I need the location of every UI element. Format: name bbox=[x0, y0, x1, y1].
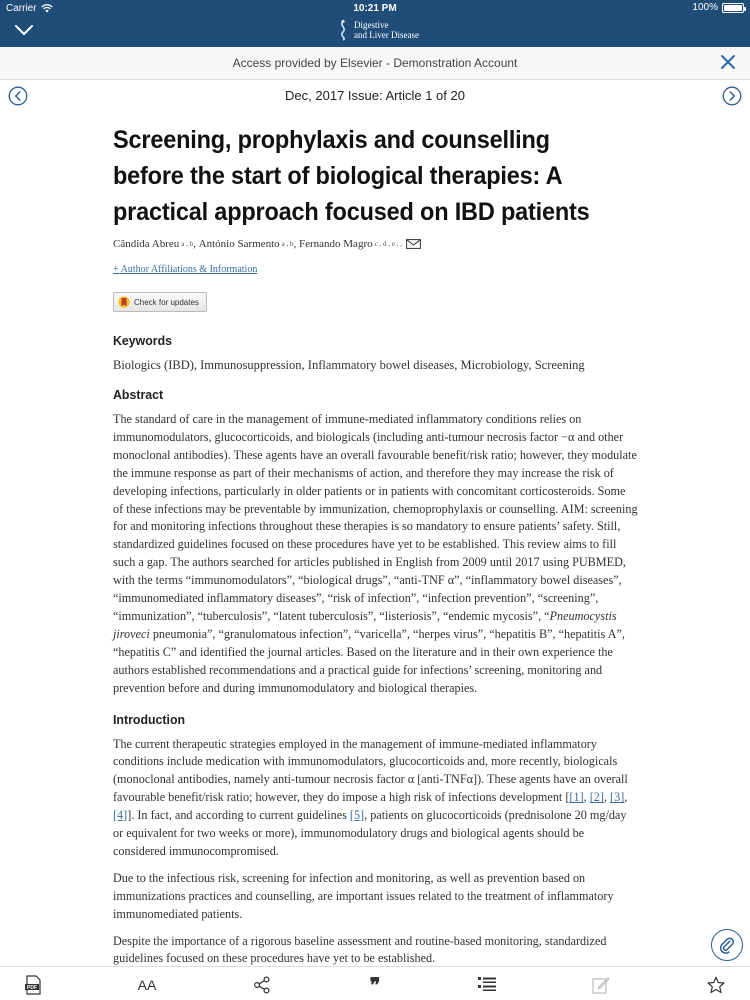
check-updates-icon bbox=[118, 296, 130, 308]
abstract-italic-term: Pneumocystis jiroveci bbox=[113, 608, 617, 641]
top-bar bbox=[0, 0, 750, 47]
battery-icon bbox=[722, 3, 744, 13]
check-updates-label: Check for updates bbox=[134, 297, 199, 307]
bottom-toolbar bbox=[0, 966, 750, 1000]
journal-name-line2: and Liver Disease bbox=[354, 30, 419, 40]
introduction-paragraph: The current therapeutic strategies employed in the management of immune-mediated inflammatory conditions include medication with immunomodulators, glucocorticoids and, more recently, biologicals (monoclonal antibodies, namely anti-tumour necrosis factor α [anti-TNFα]). These agents have an overall favourable benefit/risk ratio; however, they do impose a high risk of infections development [[1], [2], [3], [4]]. In fact, and according to current guidelines [5], patients on glucocorticoids (prednisolone 20 mg/day or equivalent for two weeks or more), immunomodulatory drugs and biological agents should be considered immunocompromised. bbox=[113, 736, 628, 858]
outline-button[interactable] bbox=[476, 975, 498, 995]
intro-text-part: ]. In fact, and according to current guidelines bbox=[127, 808, 350, 823]
issue-label: Dec, 2017 Issue: Article 1 of 20 bbox=[285, 88, 465, 103]
issue-navigation bbox=[0, 80, 750, 112]
next-article-button[interactable] bbox=[722, 86, 742, 106]
author-affiliation-marks[interactable]: a , b bbox=[181, 240, 194, 248]
favorite-button[interactable] bbox=[705, 975, 727, 995]
edit-note-icon bbox=[592, 976, 610, 994]
author-affiliation-marks[interactable]: c , d , e , , bbox=[374, 240, 402, 248]
pdf-button[interactable] bbox=[22, 975, 44, 995]
share-button[interactable] bbox=[251, 975, 273, 995]
article-content bbox=[113, 122, 643, 968]
reference-link[interactable]: [4] bbox=[113, 808, 128, 823]
access-banner bbox=[0, 47, 750, 80]
abstract-text-part: pneumonia”, “granulomatous infection”, “varicella”, “herpes virus”, “hepatitis B”, “hepatitis A”, “hepatitis C” and identified the journal articles. Based on the literature and in their own experience the authors established recommendations and a practical guide for infections’ screening, monitoring and prevention before and during immunomodulatory and biological therapies. bbox=[113, 626, 625, 695]
text-size-button[interactable] bbox=[136, 975, 158, 995]
quote-icon: ❞ bbox=[369, 974, 381, 997]
author-name[interactable]: António Sarmento bbox=[198, 238, 280, 250]
journal-logo-icon bbox=[336, 19, 350, 41]
carrier-label: Carrier bbox=[6, 3, 37, 14]
star-icon bbox=[707, 976, 725, 994]
author-affiliations-link[interactable]: + Author Affiliations & Information bbox=[113, 264, 258, 275]
introduction-paragraph: Despite the importance of a rigorous baseline assessment and routine-based monitoring, standardized guidelines focused on these procedures have yet to be established. bbox=[113, 933, 607, 966]
paperclip-icon bbox=[718, 936, 736, 954]
reference-link[interactable]: [3] bbox=[610, 790, 625, 805]
intro-text-part: The current therapeutic strategies employed in the management of immune-mediated inflammatory conditions include medication with immunomodulators, glucocorticoids and, more recently, biologicals (monoclonal antibodies, namely anti-tumour necrosis factor α [anti-TNFα]). These agents have an overall favourable benefit/risk ratio; however, they do impose a high risk of infections development [ bbox=[113, 736, 628, 805]
share-icon bbox=[253, 976, 271, 994]
battery-percent: 100% bbox=[692, 2, 718, 13]
pdf-label: PDF bbox=[27, 984, 37, 991]
author-separator: , bbox=[293, 238, 299, 250]
list-icon bbox=[477, 976, 497, 994]
close-icon[interactable] bbox=[720, 54, 736, 70]
author-separator: , bbox=[193, 238, 199, 250]
email-icon[interactable] bbox=[406, 239, 421, 249]
abstract-text-part: The standard of care in the management of immune-mediated inflammatory conditions relies on immunomodulators, glucocorticoids, and biologicals (including anti-tumour necrosis factor −α and other monoclonal antibodies). These agents have an overall favourable benefit/risk ratio; however, they modulate the immune response as part of their mechanisms of action, and therefore they may increase the risk of developing infections, particularly in older patients or in patients with concomitant corticosteroids. Some of these infections may be preventable by immunization, chemoprophylaxis or counselling. AIM: screening for and monitoring infections throughout these therapies is so mandatory to ensure patients’ safety. Still, standardized guidelines focused on these procedures have yet to be established. This review aims to fill such a gap. The authors searched for articles published in English from 2009 until 2017 using PUBMED, with the terms “immunomodulators”, “biological drugs”, “anti-TNF α”, “inflammatory bowel diseases”, “immunomediated inflammatory diseases”, “risk of infection”, “infection prevention”, “screening”, “immunization”, “tuberculosis”, “latent tuberculosis”, “listeriosis”, “endemic mycosis”, “ bbox=[113, 412, 638, 623]
introduction-paragraph: Due to the infectious risk, screening for infection and monitoring, as well as prevention based on immunizations practices and counselling, are important issues related to the treatment of inflammatory immunomediated patients. bbox=[113, 870, 614, 921]
pdf-icon bbox=[24, 975, 42, 995]
cite-button[interactable] bbox=[364, 975, 386, 995]
access-text: Access provided by Elsevier - Demonstration Account bbox=[232, 56, 518, 70]
chevron-down-icon[interactable] bbox=[14, 22, 34, 38]
keywords-list: Biologics (IBD), Immunosuppression, Inflammatory bowel diseases, Microbiology, Screening bbox=[113, 358, 585, 372]
attachments-button[interactable] bbox=[711, 929, 743, 961]
check-for-updates-button[interactable] bbox=[113, 292, 207, 312]
abstract-heading: Abstract bbox=[113, 387, 164, 402]
journal-name-line1: Digestive bbox=[354, 20, 389, 30]
abstract-text bbox=[113, 411, 638, 698]
author-name[interactable]: Fernando Magro bbox=[298, 238, 373, 250]
introduction-heading: Introduction bbox=[113, 711, 186, 727]
article-title: Screening, prophylaxis and counselling before the start of biological therapies: A practical approach focused on IBD patients bbox=[113, 126, 590, 226]
status-bar bbox=[0, 0, 750, 18]
reference-link[interactable]: [5] bbox=[349, 808, 365, 823]
battery-status bbox=[692, 2, 744, 13]
author-affiliation-marks[interactable]: a , b bbox=[281, 240, 294, 248]
clock: 10:21 PM bbox=[353, 3, 397, 14]
author-name[interactable]: Cândida Abreu bbox=[113, 238, 180, 250]
reference-link[interactable]: [2] bbox=[589, 790, 604, 805]
author-list bbox=[113, 238, 643, 250]
annotate-button[interactable] bbox=[590, 975, 612, 995]
intro-text-part: , patients on glucocorticoids (prednisolone 20 mg/day or equivalent for two weeks or more), immunomodulatory drugs and biological agents should be considered immunocompromised. bbox=[113, 808, 627, 858]
reference-link[interactable]: [1] bbox=[569, 790, 584, 805]
journal-logo bbox=[336, 19, 419, 41]
keywords-heading: Keywords bbox=[113, 333, 173, 348]
text-size-icon: AA bbox=[137, 977, 157, 993]
